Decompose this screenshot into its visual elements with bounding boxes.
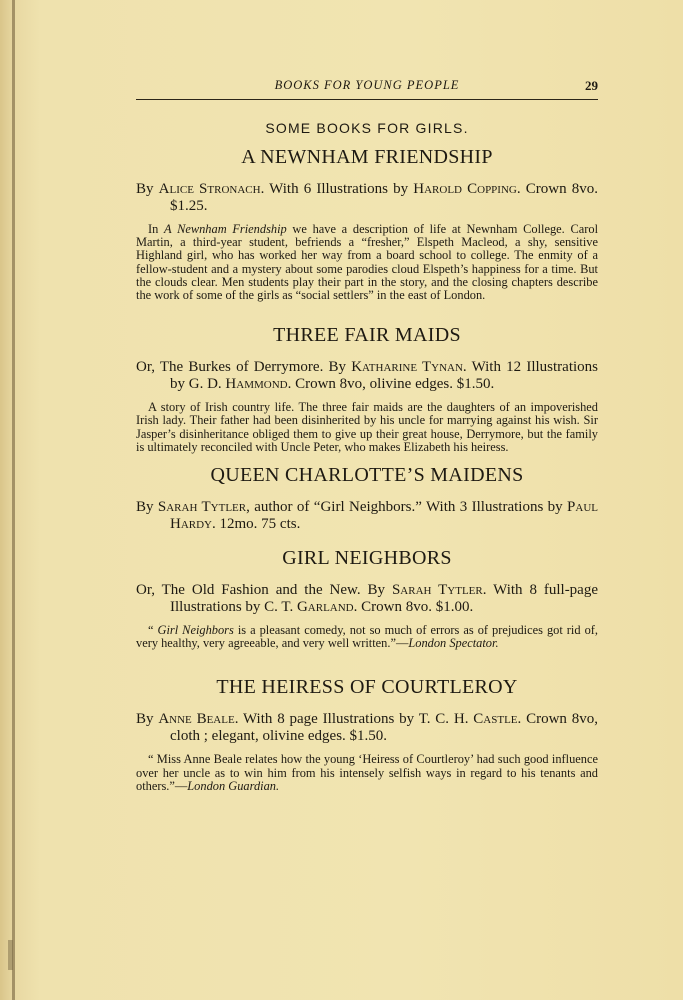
author-name: Sarah Tytler <box>157 499 247 516</box>
details-text: . With 12 Illustrations by G. D. <box>170 359 599 393</box>
quote-text: “ Miss Anne Beale relates how the young ‘Heiress of Courtleroy’ had such good influence over her uncle as to win him from his intensely selfish ways in regard to his tenants and others.”— <box>136 752 598 793</box>
illustrator-name: Garland <box>296 599 354 616</box>
book-description <box>136 223 598 302</box>
book-title: THE HEIRESS OF COURTLEROY <box>216 676 518 699</box>
page-number: 29 <box>585 78 598 93</box>
quote-text: is a pleasant comedy, not so much of errors as of prejudices got rid of, very healthy, very agreeable, and very well written.”— <box>136 623 598 651</box>
price-text: . Crown 8vo, cloth ; elegant, olivine edges. $1.50. <box>170 711 599 745</box>
page-edge-mark <box>8 940 13 970</box>
quote-title: Girl Neighbors <box>157 623 234 638</box>
book-title: THREE FAIR MAIDS <box>273 324 461 347</box>
author-name: Anne Beale <box>158 711 235 728</box>
price-text: . Crown 8vo, olivine edges. $1.50. <box>287 376 495 393</box>
book-entry <box>136 464 598 533</box>
book-title: A NEWNHAM FRIENDSHIP <box>241 146 493 168</box>
quote-open: “ <box>148 623 158 638</box>
details-text: . With 6 Illustrations by <box>260 181 414 197</box>
page-header <box>136 78 598 96</box>
section-heading: SOME BOOKS FOR GIRLS. <box>265 120 469 136</box>
page-spine-shadow <box>12 0 15 1000</box>
price-text: . Crown 8vo. $1.25. <box>170 181 598 214</box>
price-text: . Crown 8vo. $1.00. <box>353 599 474 616</box>
book-details <box>136 711 598 745</box>
details-text: . With 8 full-page Illustrations by C. T. <box>170 582 598 616</box>
by-prefix: By <box>136 181 159 197</box>
illustrator-name: Paul Hardy <box>170 499 598 533</box>
quote-source: London Spectator. <box>408 636 499 651</box>
author-name: Alice Stronach <box>158 181 261 197</box>
author-name: Katharine Tynan <box>351 359 463 376</box>
running-head: BOOKS FOR YOUNG PEOPLE <box>274 78 460 92</box>
book-review-quote <box>136 753 598 793</box>
book-title: GIRL NEIGHBORS <box>282 547 452 570</box>
header-rule <box>136 99 598 100</box>
by-prefix: By <box>136 499 158 516</box>
desc-title: A Newnham Friendship <box>164 222 287 236</box>
details-text: . With 8 page Illustrations by T. C. H. <box>234 711 474 728</box>
book-details <box>136 582 598 616</box>
book-entry <box>136 676 598 793</box>
details-prefix: Or, The Old Fashion and the New. By <box>136 582 392 599</box>
book-review-quote <box>136 624 598 650</box>
book-details <box>136 359 598 393</box>
book-entry <box>136 324 598 454</box>
book-description: A story of Irish country life. The three fair maids are the daughters of an impoverished Irish lady. Their father had been disinherited by his uncle for marrying against his wish. Sir Jasper’s disinheritance obliged them to give up their great house, Derrymore, but the family is ultimately reconciled with Uncle Peter, who makes Elizabeth his heiress. <box>136 400 598 454</box>
book-entry <box>136 146 598 302</box>
by-prefix: By <box>136 711 159 728</box>
price-text: . 12mo. 75 cts. <box>212 516 301 533</box>
book-details <box>136 499 598 533</box>
book-details <box>136 181 598 215</box>
quote-source: London Guardian. <box>187 778 280 793</box>
book-title: QUEEN CHARLOTTE’S MAIDENS <box>210 464 524 487</box>
page-content <box>136 116 598 793</box>
illustrator-name: Castle <box>473 711 518 728</box>
details-text: , author of “Girl Neighbors.” With 3 Illustrations by <box>246 499 568 516</box>
author-name: Sarah Tytler <box>391 582 483 599</box>
illustrator-name: Hammond <box>225 376 288 393</box>
details-prefix: Or, The Burkes of Derrymore. By <box>136 359 352 376</box>
illustrator-name: Harold Copping <box>413 181 517 197</box>
book-entry <box>136 547 598 650</box>
desc-prefix: In <box>148 222 165 236</box>
desc-text: we have a description of life at Newnham College. Carol Martin, a third-year student, befriends a “fresher,” Elspeth Macleod, a shy, sensitive Highland girl, who has worked her way from a board school to college. The enmity of a fellow-student and a mystery about some parodies cloud Elspeth’s happiness for a time. But the clouds clear. Men students play their part in the story, and the closing chapters describe the work of some of the girls as “social settlers” in the east of London. <box>136 222 599 303</box>
